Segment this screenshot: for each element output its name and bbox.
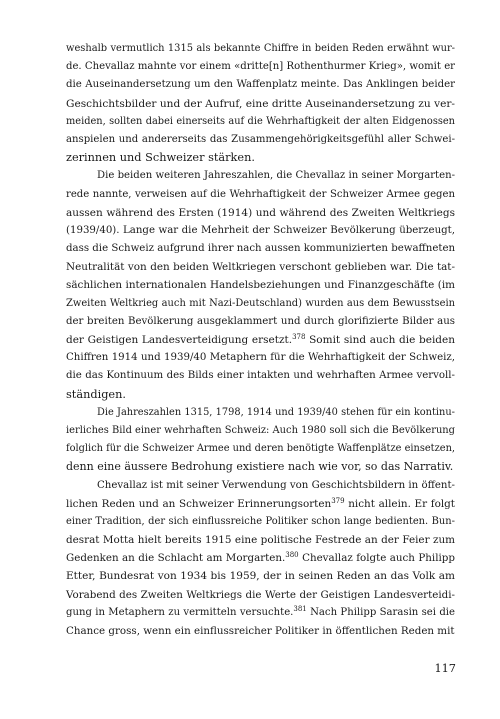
text-line bbox=[66, 222, 455, 240]
text-segment: dass die Schweiz aufgrund ihrer nach aussen kommunizierten bewaffneten bbox=[66, 243, 456, 255]
paragraph bbox=[66, 477, 455, 641]
footnote-ref: 381 bbox=[293, 604, 307, 613]
text-segment: einer Tradition, der sich einflussreiche Politiker schon lange bedienten. Bun- bbox=[66, 515, 455, 527]
text-line bbox=[66, 276, 455, 294]
text-segment: meiden, sollten dabei einerseits auf die Wehrhaftigkeit der alten Eidgenossen bbox=[66, 115, 455, 127]
text-line bbox=[66, 58, 455, 76]
text-line bbox=[66, 367, 455, 385]
text-line bbox=[66, 586, 455, 604]
text-line bbox=[66, 349, 455, 367]
text-segment: die das Kontinuum des Bilds einer intakten und wehrhaften Armee vervoll- bbox=[66, 370, 455, 382]
text-segment: Neutralität von den beiden Weltkriegen verschont geblieben war. Die tat- bbox=[66, 261, 455, 274]
text-segment: Chevallaz ist mit seiner Verwendung von Geschichtsbildern in öffent- bbox=[97, 479, 455, 491]
text-segment: denn eine äussere Bedrohung existiere nach wie vor, so das Narrativ. bbox=[66, 460, 454, 474]
text-segment: Etter, Bundesrat von 1934 bis 1959, der in seinen Reden an das Volk am bbox=[66, 570, 455, 583]
text-line bbox=[66, 113, 455, 131]
text-segment: (1939/40). Lange war die Mehrheit der Schweizer Bevölkerung überzeugt, bbox=[66, 224, 455, 236]
text-segment: gung in Metaphern zu vermitteln versuchte. bbox=[66, 606, 294, 618]
text-segment: ständigen. bbox=[66, 387, 126, 401]
text-line bbox=[66, 186, 455, 204]
text-line bbox=[66, 477, 455, 495]
text-line bbox=[66, 204, 455, 222]
text-line bbox=[66, 567, 455, 585]
text-line bbox=[66, 40, 455, 58]
text-segment: Die Jahreszahlen 1315, 1798, 1914 und 1939/40 stehen für ein kontinu- bbox=[97, 406, 455, 418]
paragraph bbox=[66, 404, 455, 477]
text-segment: aussen während des Ersten (1914) und während des Zweiten Weltkriegs bbox=[66, 206, 455, 219]
text-line bbox=[66, 440, 455, 458]
text-line bbox=[66, 404, 455, 422]
body-text bbox=[66, 40, 455, 640]
text-segment: Nach Philipp Sarasin sei die bbox=[306, 606, 455, 618]
text-line bbox=[66, 495, 455, 513]
text-line bbox=[66, 131, 455, 149]
text-line bbox=[66, 458, 455, 476]
text-segment: lichen Reden und an Schweizer Erinnerungsorten bbox=[66, 497, 332, 510]
text-line bbox=[66, 622, 455, 640]
text-segment: der Geistigen Landesverteidigung ersetzt. bbox=[66, 334, 293, 346]
text-segment: Vorabend des Zweiten Weltkriegs die Werte der Geistigen Landesverteidi- bbox=[66, 588, 455, 601]
text-line bbox=[66, 258, 455, 276]
text-segment: Chance gross, wenn ein einflussreicher Politiker in öffentlichen Reden mit bbox=[66, 625, 455, 637]
text-segment: desrat Motta hielt bereits 1915 eine politische Festrede an der Feier zum bbox=[66, 534, 455, 547]
text-segment: ierliches Bild einer wehrhaften Schweiz: Auch 1980 soll sich die Bevölkerung bbox=[66, 424, 455, 436]
footnote-ref: 379 bbox=[331, 496, 345, 505]
text-line bbox=[66, 313, 455, 331]
text-line bbox=[66, 240, 455, 258]
text-segment: sächlichen internationalen Handelsbeziehungen und Finanzgeschäfte (im bbox=[66, 279, 455, 292]
text-segment: Geschichtsbilder und der Aufruf, eine dritte Auseinandersetzung zu ver- bbox=[66, 97, 455, 110]
text-line bbox=[66, 167, 455, 185]
footnote-ref: 378 bbox=[292, 333, 306, 341]
text-segment: de. Chevallaz mahnte vor einem «dritte[n] Rothenthurmer Krieg», womit er bbox=[66, 61, 455, 73]
paragraph bbox=[66, 167, 455, 403]
text-line bbox=[66, 386, 455, 404]
text-segment: anspielen und andererseits das Zusammengehörigkeitsgefühl aller Schwei- bbox=[66, 133, 455, 145]
text-line bbox=[66, 76, 455, 94]
text-segment: folglich für die Schweizer Armee und deren benötigte Waffenplätze einsetzen, bbox=[66, 443, 455, 455]
text-segment: weshalb vermutlich 1315 als bekannte Chiffre in beiden Reden erwähnt wur- bbox=[66, 43, 455, 54]
text-segment: rede nannte, verweisen auf die Wehrhaftigkeit der Schweizer Armee gegen bbox=[66, 188, 455, 200]
paragraph bbox=[66, 40, 455, 167]
text-line bbox=[66, 549, 455, 567]
text-line bbox=[66, 331, 455, 349]
text-line bbox=[66, 295, 455, 313]
text-segment: Chiffren 1914 und 1939/40 Metaphern für die Wehrhaftigkeit der Schweiz, bbox=[66, 352, 455, 364]
text-line bbox=[66, 531, 455, 549]
text-segment: nicht allein. Er folgt bbox=[344, 497, 455, 510]
text-segment: Zweiten Weltkrieg auch mit Nazi-Deutschland) wurden aus dem Bewusstsein bbox=[66, 297, 455, 309]
text-segment: zerinnen und Schweizer stärken. bbox=[66, 151, 255, 165]
text-line bbox=[66, 95, 455, 113]
footnote-ref: 380 bbox=[285, 551, 299, 560]
text-segment: Gedenken an die Schlacht am Morgarten. bbox=[66, 552, 286, 565]
page-number: 117 bbox=[434, 662, 456, 675]
text-line bbox=[66, 149, 455, 167]
text-line bbox=[66, 422, 455, 440]
text-line bbox=[66, 513, 455, 531]
text-line bbox=[66, 604, 455, 622]
text-segment: Die beiden weiteren Jahreszahlen, die Chevallaz in seiner Morgarten- bbox=[97, 170, 455, 182]
text-segment: Somit sind auch die beiden bbox=[305, 334, 456, 346]
text-segment: Chevallaz folgte auch Philipp bbox=[298, 552, 455, 565]
text-segment: die Auseinandersetzung um den Waffenplatz meinte. Das Anklingen beider bbox=[66, 79, 455, 91]
text-segment: der breiten Bevölkerung ausgeklammert und durch glorifizierte Bilder aus bbox=[66, 315, 455, 327]
